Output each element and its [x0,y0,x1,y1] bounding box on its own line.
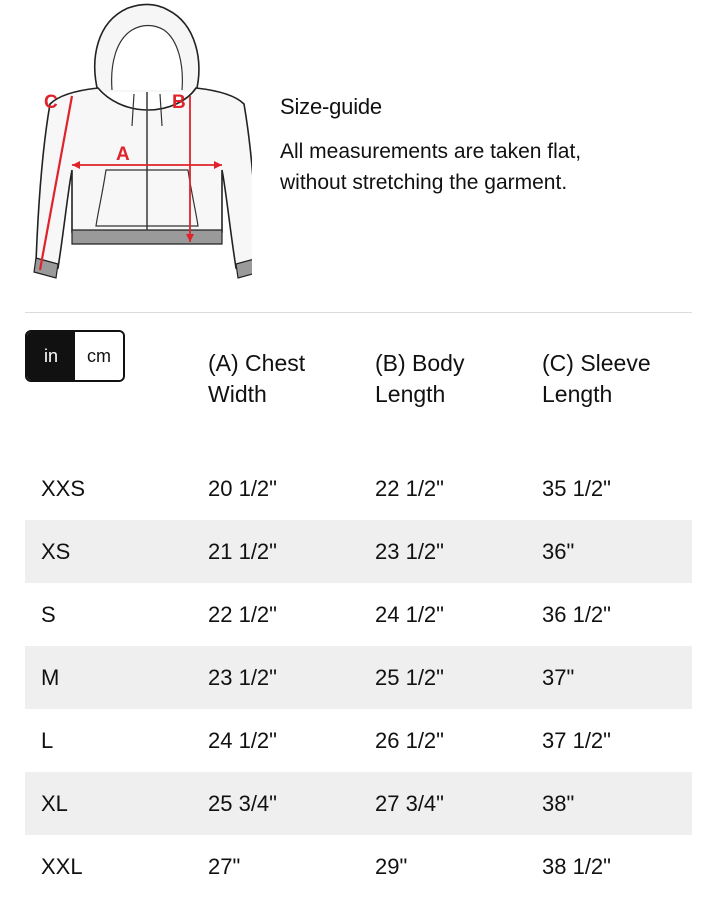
table-row [25,772,692,835]
body-cell: 26 1/2" [375,728,444,753]
table-row [25,709,692,772]
size-cell: XXL [41,854,83,879]
column-header-chest-line1: (A) Chest [208,350,306,376]
sleeve-cell: 35 1/2" [542,476,611,501]
body-cell: 29" [375,854,408,879]
description-line-1: All measurements are taken flat, [280,140,582,163]
sleeve-cell: 38 1/2" [542,854,611,879]
chest-cell: 23 1/2" [208,665,277,690]
size-table [25,457,692,898]
table-row [25,583,692,646]
body-cell: 24 1/2" [375,602,444,627]
table-row [25,457,692,520]
size-cell: M [41,665,60,690]
sleeve-cell: 36" [542,539,575,564]
size-guide-header [0,0,720,300]
chest-cell: 20 1/2" [208,476,277,501]
column-header-body-line2: Length [375,381,446,407]
column-header-sleeve-line2: Length [542,381,613,407]
sleeve-cell: 36 1/2" [542,602,611,627]
unit-option-in[interactable]: in [27,332,75,380]
column-header-sleeve [542,348,692,410]
column-header-body [375,348,525,410]
size-cell: XXS [41,476,86,501]
column-header-chest [208,348,358,410]
hoodie-diagram [20,0,252,290]
size-cell: S [41,602,56,627]
column-header-body-line1: (B) Body [375,350,465,376]
table-row [25,520,692,583]
size-cell: L [41,728,54,753]
sleeve-cell: 37" [542,665,575,690]
unit-option-cm[interactable]: cm [75,332,123,380]
size-guide-title: Size-guide [280,94,382,119]
chest-cell: 24 1/2" [208,728,277,753]
sleeve-cell: 37 1/2" [542,728,611,753]
label-a: A [116,144,130,165]
column-header-sleeve-line1: (C) Sleeve [542,350,651,376]
body-cell: 25 1/2" [375,665,444,690]
size-cell: XL [41,791,68,816]
body-cell: 23 1/2" [375,539,444,564]
chest-cell: 27" [208,854,241,879]
size-guide-intro [280,92,700,198]
chest-cell: 21 1/2" [208,539,277,564]
unit-toggle[interactable] [25,330,125,382]
chest-cell: 22 1/2" [208,602,277,627]
chest-cell: 25 3/4" [208,791,277,816]
label-c: C [44,92,58,113]
size-cell: XS [41,539,71,564]
table-row [25,646,692,709]
sleeve-cell: 38" [542,791,575,816]
body-cell: 22 1/2" [375,476,444,501]
section-divider [25,312,692,313]
description-line-2: without stretching the garment. [280,171,568,194]
label-b: B [172,92,186,113]
body-cell: 27 3/4" [375,791,444,816]
table-row [25,835,692,898]
size-guide-description [280,136,700,198]
column-header-chest-line2: Width [208,381,267,407]
